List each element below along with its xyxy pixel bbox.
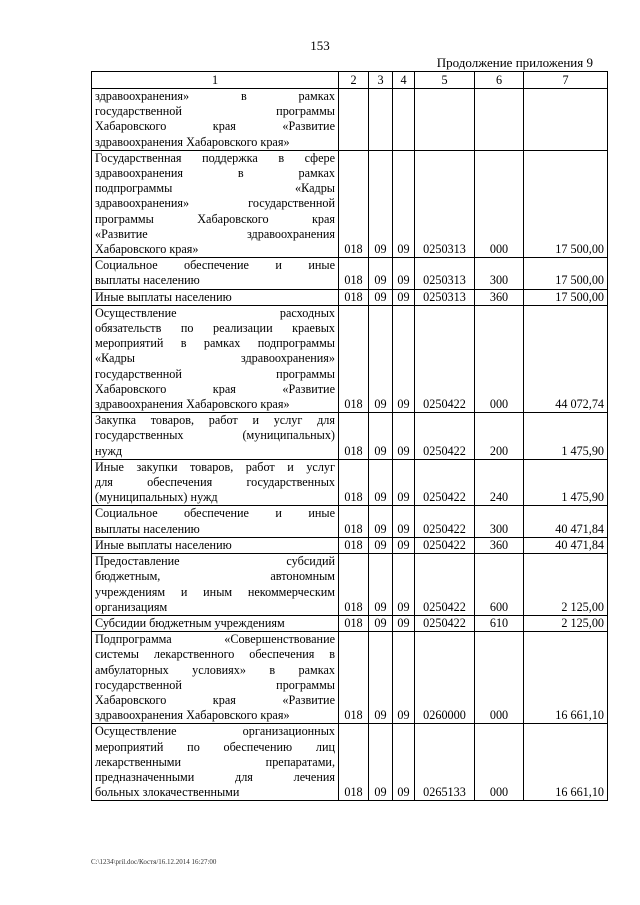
row-description xyxy=(92,554,339,616)
description-line: больных злокачественными xyxy=(95,785,240,800)
section-code: 09 xyxy=(369,459,393,506)
description-line: организациям xyxy=(95,599,168,614)
table-row xyxy=(92,258,608,289)
table-row xyxy=(92,554,608,616)
ministry-code: 018 xyxy=(339,724,369,801)
header-col-1: 1 xyxy=(92,72,339,89)
target-article-code: 0260000 xyxy=(415,632,475,724)
amount: 1 475,90 xyxy=(524,413,608,460)
section-code: 09 xyxy=(369,413,393,460)
subsection-code: 09 xyxy=(393,615,415,631)
header-col-6: 6 xyxy=(475,72,524,89)
file-path-footer: C:\1234\pril.doc/Костя/16.12.2014 16:27:00 xyxy=(91,858,217,866)
page-number: 153 xyxy=(310,38,330,53)
row-description xyxy=(92,413,339,460)
expense-type-code: 300 xyxy=(475,506,524,537)
description-line: здравоохранения» в рамках xyxy=(95,89,335,103)
section-code: 09 xyxy=(369,258,393,289)
table-row xyxy=(92,289,608,305)
description-line: здравоохранения» государственной xyxy=(95,196,335,211)
table-row xyxy=(92,305,608,412)
description-line: обязательств по реализации краевых xyxy=(95,321,335,336)
target-article-code: 0250422 xyxy=(415,459,475,506)
target-article-code: 0250313 xyxy=(415,150,475,257)
section-code: 09 xyxy=(369,150,393,257)
section-code: 09 xyxy=(369,632,393,724)
header-col-3: 3 xyxy=(369,72,393,89)
description-line: бюджетным, автономным xyxy=(95,569,335,584)
row-description xyxy=(92,506,339,537)
description-line: Хабаровского края «Развитие xyxy=(95,692,335,707)
description-line: Предоставление субсидий xyxy=(95,554,335,569)
subsection-code: 09 xyxy=(393,305,415,412)
expense-type-code: 000 xyxy=(475,724,524,801)
target-article-code: 0250422 xyxy=(415,506,475,537)
row-description xyxy=(92,305,339,412)
expense-type-code: 600 xyxy=(475,554,524,616)
description-line: Осуществление организационных xyxy=(95,724,335,739)
ministry-code: 018 xyxy=(339,537,369,553)
description-line: Подпрограмма «Совершенствование xyxy=(95,632,335,647)
ministry-code: 018 xyxy=(339,615,369,631)
amount: 16 661,10 xyxy=(524,632,608,724)
description-line: для обеспечения государственных xyxy=(95,475,335,490)
amount: 40 471,84 xyxy=(524,537,608,553)
target-article-code: 0250422 xyxy=(415,615,475,631)
table-row xyxy=(92,413,608,460)
description-line: «Развитие здравоохранения xyxy=(95,226,335,241)
header-col-2: 2 xyxy=(339,72,369,89)
description-line: системы лекарственного обеспечения в xyxy=(95,647,335,662)
description-line: выплаты населению xyxy=(95,273,200,288)
row-description xyxy=(92,258,339,289)
amount: 17 500,00 xyxy=(524,289,608,305)
table-row xyxy=(92,537,608,553)
description-line: Иные закупки товаров, работ и услуг xyxy=(95,459,335,474)
ministry-code: 018 xyxy=(339,258,369,289)
expense-type-code: 000 xyxy=(475,305,524,412)
subsection-code: 09 xyxy=(393,506,415,537)
row-description xyxy=(92,89,339,151)
description-line: Осуществление расходных xyxy=(95,305,335,320)
ministry-code: 018 xyxy=(339,289,369,305)
ministry-code: 018 xyxy=(339,554,369,616)
expense-type-code: 610 xyxy=(475,615,524,631)
description-line: учреждениям и иным некоммерческим xyxy=(95,584,335,599)
expense-type-code xyxy=(475,89,524,151)
row-description xyxy=(92,150,339,257)
description-line: государственной программы xyxy=(95,366,335,381)
subsection-code: 09 xyxy=(393,724,415,801)
expense-type-code: 200 xyxy=(475,413,524,460)
description-line: (муниципальных) нужд xyxy=(95,490,218,505)
description-line: мероприятий по обеспечению лиц xyxy=(95,739,335,754)
description-line: программы Хабаровского края xyxy=(95,211,335,226)
ministry-code: 018 xyxy=(339,150,369,257)
description-line: здравоохранения Хабаровского края» xyxy=(95,708,290,723)
row-description xyxy=(92,615,339,631)
expense-type-code: 000 xyxy=(475,632,524,724)
subsection-code: 09 xyxy=(393,537,415,553)
section-code: 09 xyxy=(369,305,393,412)
expense-type-code: 300 xyxy=(475,258,524,289)
subsection-code: 09 xyxy=(393,554,415,616)
description-line: амбулаторных условиях» в рамках xyxy=(95,662,335,677)
description-line: Хабаровского края» xyxy=(95,242,199,257)
target-article-code: 0250422 xyxy=(415,537,475,553)
description-line: лекарственными препаратами, xyxy=(95,754,335,769)
description-line: выплаты населению xyxy=(95,521,200,536)
subsection-code: 09 xyxy=(393,459,415,506)
row-description xyxy=(92,632,339,724)
row-description xyxy=(92,537,339,553)
description-line: здравоохранения Хабаровского края» xyxy=(95,134,290,149)
description-line: государственной программы xyxy=(95,677,335,692)
target-article-code: 0250422 xyxy=(415,554,475,616)
description-line: здравоохранения в рамках xyxy=(95,166,335,181)
header-col-4: 4 xyxy=(393,72,415,89)
budget-table xyxy=(91,71,608,801)
ministry-code xyxy=(339,89,369,151)
table-row xyxy=(92,150,608,257)
header-row xyxy=(92,72,608,89)
amount: 2 125,00 xyxy=(524,615,608,631)
table-row xyxy=(92,724,608,801)
subsection-code: 09 xyxy=(393,258,415,289)
description-line: здравоохранения Хабаровского края» xyxy=(95,397,290,412)
expense-type-code: 000 xyxy=(475,150,524,257)
section-code: 09 xyxy=(369,506,393,537)
expense-type-code: 360 xyxy=(475,289,524,305)
target-article-code: 0250422 xyxy=(415,305,475,412)
subsection-code: 09 xyxy=(393,632,415,724)
description-line: Хабаровского края «Развитие xyxy=(95,119,335,134)
table-row xyxy=(92,632,608,724)
description-line: подпрограммы «Кадры xyxy=(95,181,335,196)
amount: 1 475,90 xyxy=(524,459,608,506)
row-description xyxy=(92,459,339,506)
target-article-code: 0250313 xyxy=(415,289,475,305)
subsection-code: 09 xyxy=(393,413,415,460)
subsection-code xyxy=(393,89,415,151)
section-code: 09 xyxy=(369,554,393,616)
description-line: нужд xyxy=(95,443,123,458)
ministry-code: 018 xyxy=(339,459,369,506)
table-row xyxy=(92,89,608,151)
amount: 16 661,10 xyxy=(524,724,608,801)
description-line: Иные выплаты населению xyxy=(95,537,232,552)
amount: 2 125,00 xyxy=(524,554,608,616)
table-row xyxy=(92,615,608,631)
target-article-code: 0250313 xyxy=(415,258,475,289)
ministry-code: 018 xyxy=(339,506,369,537)
description-line: Субсидии бюджетным учреждениям xyxy=(95,615,285,630)
expense-type-code: 360 xyxy=(475,537,524,553)
section-code: 09 xyxy=(369,289,393,305)
row-description xyxy=(92,289,339,305)
ministry-code: 018 xyxy=(339,413,369,460)
description-line: Социальное обеспечение и иные xyxy=(95,506,335,521)
ministry-code: 018 xyxy=(339,305,369,412)
amount: 17 500,00 xyxy=(524,150,608,257)
description-line: Закупка товаров, работ и услуг для xyxy=(95,413,335,428)
expense-type-code: 240 xyxy=(475,459,524,506)
amount: 40 471,84 xyxy=(524,506,608,537)
table-row xyxy=(92,459,608,506)
amount xyxy=(524,89,608,151)
description-line: государственной программы xyxy=(95,104,335,119)
description-line: мероприятий в рамках подпрограммы xyxy=(95,336,335,351)
description-line: Социальное обеспечение и иные xyxy=(95,258,335,273)
header-col-5: 5 xyxy=(415,72,475,89)
subsection-code: 09 xyxy=(393,289,415,305)
header-col-7: 7 xyxy=(524,72,608,89)
amount: 44 072,74 xyxy=(524,305,608,412)
description-line: Иные выплаты населению xyxy=(95,289,232,304)
ministry-code: 018 xyxy=(339,632,369,724)
description-line: государственных (муниципальных) xyxy=(95,428,335,443)
description-line: предназначенными для лечения xyxy=(95,769,335,784)
target-article-code xyxy=(415,89,475,151)
continuation-label: Продолжение приложения 9 xyxy=(436,55,593,70)
row-description xyxy=(92,724,339,801)
description-line: «Кадры здравоохранения» xyxy=(95,351,335,366)
table-row xyxy=(92,506,608,537)
target-article-code: 0250422 xyxy=(415,413,475,460)
section-code xyxy=(369,89,393,151)
amount: 17 500,00 xyxy=(524,258,608,289)
target-article-code: 0265133 xyxy=(415,724,475,801)
section-code: 09 xyxy=(369,724,393,801)
section-code: 09 xyxy=(369,537,393,553)
subsection-code: 09 xyxy=(393,150,415,257)
section-code: 09 xyxy=(369,615,393,631)
description-line: Государственная поддержка в сфере xyxy=(95,150,335,165)
description-line: Хабаровского края «Развитие xyxy=(95,381,335,396)
